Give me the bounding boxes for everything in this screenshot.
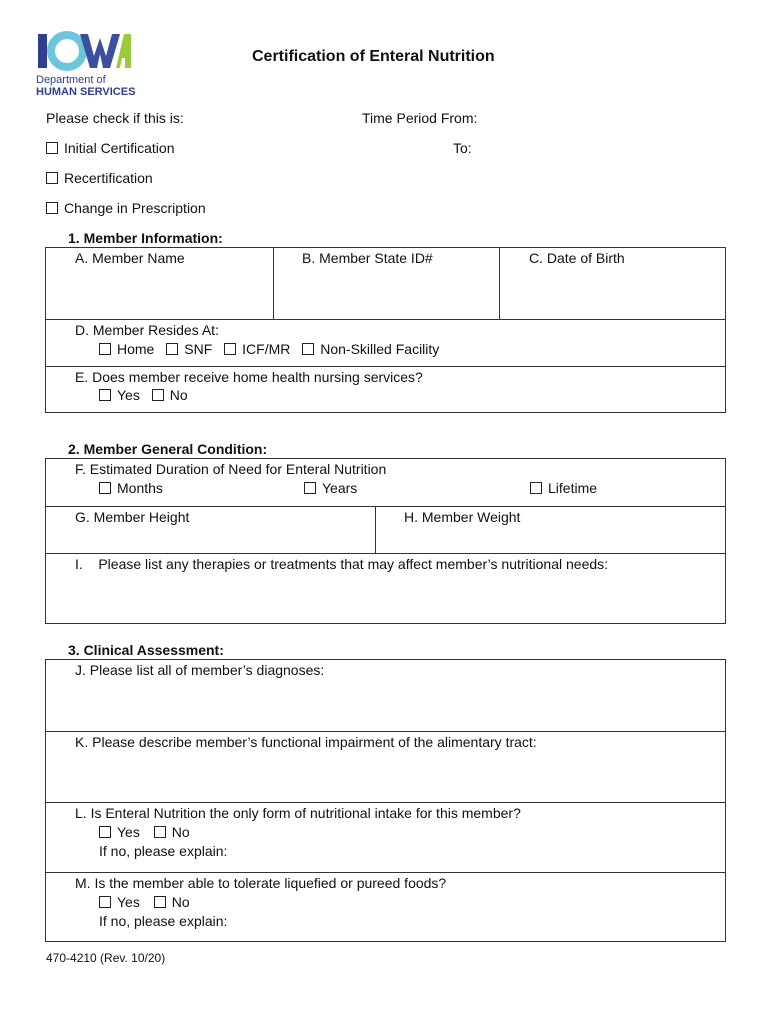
diagnoses-label: J. Please list all of member’s diagnoses: <box>75 662 325 678</box>
option-label: No <box>171 894 190 910</box>
section-2-title: 2. Member General Condition: <box>68 441 268 457</box>
tolerate-foods-options <box>99 894 200 910</box>
option-label: Change in Prescription <box>64 200 206 216</box>
height-weight-row <box>46 506 725 553</box>
checkbox[interactable] <box>99 896 111 908</box>
member-state-id-label: B. Member State ID# <box>302 250 433 266</box>
member-name-label: A. Member Name <box>75 250 185 266</box>
please-check-label: Please check if this is: <box>46 110 184 126</box>
checkbox[interactable] <box>99 826 111 838</box>
option-label: Years <box>322 480 358 496</box>
option-label: Yes <box>117 824 140 840</box>
option-change-in-prescription[interactable] <box>46 200 206 216</box>
option-home[interactable] <box>99 341 154 357</box>
checkbox[interactable] <box>302 343 314 355</box>
option-label: Initial Certification <box>64 140 175 156</box>
checkbox[interactable] <box>304 482 316 494</box>
tolerate-foods-row <box>46 872 725 941</box>
member-resides-row <box>46 319 725 366</box>
option-years[interactable] <box>304 480 357 496</box>
member-name-cell[interactable] <box>46 248 273 319</box>
option-no[interactable] <box>152 387 188 403</box>
home-health-nursing-label: E. Does member receive home health nursing services? <box>75 369 423 385</box>
logo-line-2: HUMAN SERVICES <box>36 86 136 98</box>
option-label: Yes <box>117 894 140 910</box>
option-label: Lifetime <box>548 480 598 496</box>
option-lifetime[interactable] <box>530 480 597 496</box>
form-number-footer: 470-4210 (Rev. 10/20) <box>46 951 166 965</box>
option-label: ICF/MR <box>242 341 291 357</box>
checkbox[interactable] <box>154 896 166 908</box>
iowa-hhs-logo <box>36 30 136 100</box>
duration-of-need-label: F. Estimated Duration of Need for Enteral Nutrition <box>75 461 387 477</box>
option-snf[interactable] <box>166 341 212 357</box>
option-label: No <box>171 824 190 840</box>
duration-of-need-row <box>46 459 725 506</box>
option-no[interactable] <box>154 824 190 840</box>
option-label: Yes <box>117 387 140 403</box>
member-state-id-cell[interactable] <box>273 248 499 319</box>
checkbox[interactable] <box>46 172 58 184</box>
option-yes[interactable] <box>99 824 140 840</box>
therapies-label: I. Please list any therapies or treatments that may affect member’s nutritional needs: <box>75 556 609 572</box>
option-months[interactable] <box>99 480 163 496</box>
checkbox[interactable] <box>166 343 178 355</box>
only-intake-explain-label: If no, please explain: <box>99 843 228 859</box>
home-health-nursing-options <box>99 387 196 403</box>
option-label: Non-Skilled Facility <box>320 341 440 357</box>
date-of-birth-label: C. Date of Birth <box>529 250 625 266</box>
checkbox[interactable] <box>46 142 58 154</box>
member-resides-label: D. Member Resides At: <box>75 322 219 338</box>
option-label: Months <box>117 480 163 496</box>
general-condition-table <box>45 458 726 624</box>
functional-impairment-row[interactable] <box>46 731 725 802</box>
home-health-nursing-row <box>46 366 725 412</box>
checkbox[interactable] <box>224 343 236 355</box>
checkbox[interactable] <box>46 202 58 214</box>
member-resides-options <box>99 341 447 357</box>
tolerate-foods-label: M. Is the member able to tolerate liquefied or pureed foods? <box>75 875 447 891</box>
option-label: Home <box>117 341 155 357</box>
section-1-title: 1. Member Information: <box>68 230 223 246</box>
member-height-cell[interactable] <box>46 507 375 553</box>
checkbox[interactable] <box>99 389 111 401</box>
option-yes[interactable] <box>99 387 140 403</box>
section-3-title: 3. Clinical Assessment: <box>68 642 224 658</box>
checkbox[interactable] <box>154 826 166 838</box>
member-weight-label: H. Member Weight <box>404 509 521 525</box>
option-initial-certification[interactable] <box>46 140 175 156</box>
member-weight-cell[interactable] <box>375 507 725 553</box>
member-height-label: G. Member Height <box>75 509 190 525</box>
logo-line-1: Department of <box>36 74 106 86</box>
time-period-to-label: To: <box>453 140 472 156</box>
only-intake-label: L. Is Enteral Nutrition the only form of nutritional intake for this member? <box>75 805 521 821</box>
option-yes[interactable] <box>99 894 140 910</box>
option-label: Recertification <box>64 170 153 186</box>
checkbox[interactable] <box>99 343 111 355</box>
checkbox[interactable] <box>99 482 111 494</box>
clinical-assessment-table <box>45 659 726 942</box>
functional-impairment-label: K. Please describe member’s functional impairment of the alimentary tract: <box>75 734 537 750</box>
iowa-logo-mark <box>36 30 132 72</box>
therapies-row[interactable] <box>46 553 725 623</box>
tolerate-foods-explain-label: If no, please explain: <box>99 913 228 929</box>
option-non-skilled-facility[interactable] <box>302 341 439 357</box>
option-label: SNF <box>184 341 213 357</box>
only-intake-options <box>99 824 200 840</box>
time-period-from-label: Time Period From: <box>362 110 478 126</box>
only-intake-row <box>46 802 725 872</box>
option-icf-mr[interactable] <box>224 341 290 357</box>
diagnoses-row[interactable] <box>46 660 725 731</box>
member-information-table <box>45 247 726 413</box>
option-label: No <box>169 387 188 403</box>
date-of-birth-cell[interactable] <box>499 248 725 319</box>
page-title: Certification of Enteral Nutrition <box>252 48 495 65</box>
member-info-row-abc <box>46 248 725 319</box>
checkbox[interactable] <box>530 482 542 494</box>
option-recertification[interactable] <box>46 170 153 186</box>
option-no[interactable] <box>154 894 190 910</box>
checkbox[interactable] <box>152 389 164 401</box>
